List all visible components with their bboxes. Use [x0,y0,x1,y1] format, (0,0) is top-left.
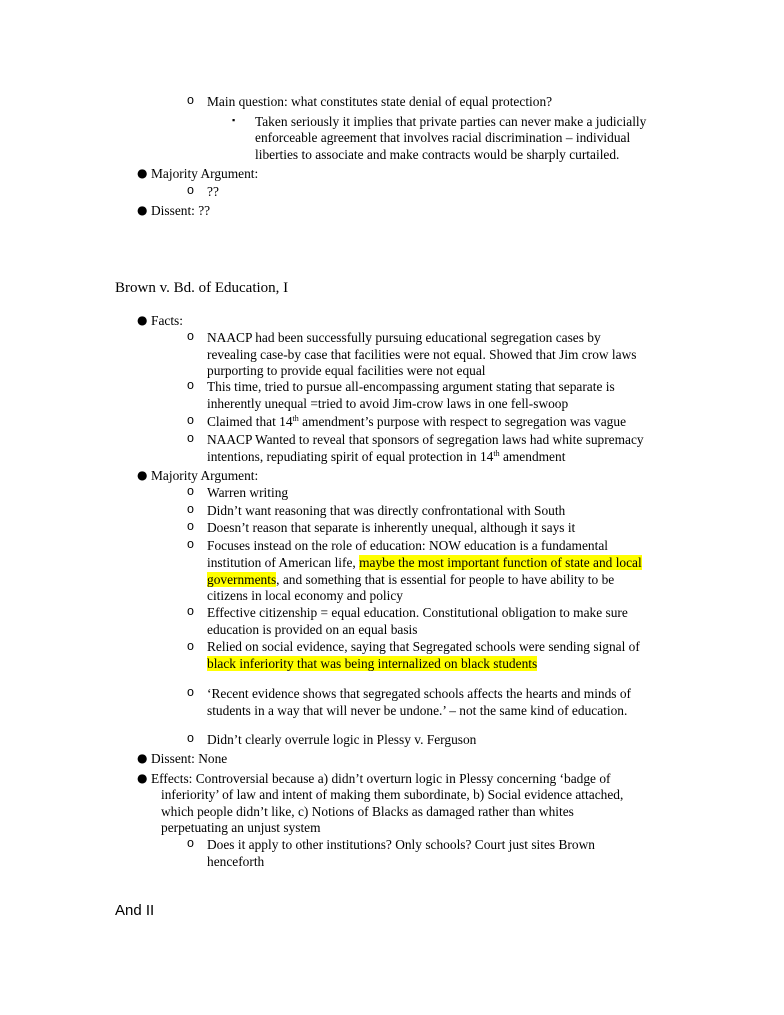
list-marker: o [187,537,194,551]
list-marker: ● [137,751,148,765]
text-line: enforceable agreement that involves racial discrimination – individual [255,130,631,145]
text-line [207,655,537,672]
text-line: governments, and something that is essential for people to have ability to be [207,572,615,587]
dissent-label: Dissent: None [151,751,228,766]
majority-label: Majority Argument: [151,166,259,181]
text-line: citizens in local economy and policy [207,588,403,603]
text-line: liberties to associate and make contracts would be sharply curtailed. [255,147,620,162]
text-line: perpetuating an unjust system [161,820,321,835]
list-marker: ● [137,203,148,217]
text-line: Taken seriously it implies that private parties can never make a judicially [255,114,647,129]
text-line: revealing case-by case that facilities were not equal. Showed that Jim crow laws [207,347,637,362]
list-marker: ● [137,771,148,785]
text-line: ‘Recent evidence shows that segregated schools affects the hearts and minds of [207,686,632,701]
text-line: Didn’t clearly overrule logic in Plessy v. Ferguson [207,732,477,747]
list-marker: o [187,502,194,516]
list-marker: ● [137,468,148,482]
text-line: institution of American life, maybe the most important function of state and local [207,555,642,570]
text-line: Doesn’t reason that separate is inherently unequal, although it says it [207,520,576,535]
section-heading: Brown v. Bd. of Education, I [115,280,289,296]
text-line: NAACP Wanted to reveal that sponsors of segregation laws had white supremacy [207,432,644,447]
text-line: intentions, repudiating spirit of equal protection in 14th amendment [207,449,566,464]
text-line: Relied on social evidence, saying that Segregated schools were sending signal of [207,639,640,654]
list-marker: o [187,484,194,498]
highlight: black inferiority that was being internalized on black students [207,656,538,671]
text-line: ?? [207,184,219,199]
text-line: This time, tried to pursue all-encompassing argument stating that separate is [207,379,615,394]
list-marker: o [187,431,194,445]
main-question: Main question: what constitutes state denial of equal protection? [207,94,553,109]
list-marker: o [187,604,194,618]
list-marker: o [187,836,194,850]
list-marker: o [187,378,194,392]
list-marker: o [187,685,194,699]
text-line: Does it apply to other institutions? Only schools? Court just sites Brown [207,837,595,852]
text-line: inherently unequal =tried to avoid Jim-crow laws in one fell-swoop [207,396,569,411]
text-line: Didn’t want reasoning that was directly confrontational with South [207,503,566,518]
text-line: henceforth [207,854,265,869]
list-marker: ● [137,313,148,327]
list-marker: o [187,329,194,343]
text-line: Focuses instead on the role of education: NOW education is a fundamental [207,538,608,553]
dissent-label: Dissent: ?? [151,203,211,218]
list-marker: ▪ [232,115,236,125]
text-line: Claimed that 14th amendment’s purpose with respect to segregation was vague [207,414,627,429]
list-marker: o [187,93,194,107]
text-line: Effective citizenship = equal education. Constitutional obligation to make sure [207,605,628,620]
section-heading: And II [115,902,155,919]
facts-label: Facts: [151,313,183,328]
text-line: Effects: Controversial because a) didn’t overturn logic in Plessy concerning ‘badge of [151,771,611,786]
list-marker: o [187,183,194,197]
text-line: purporting to provide equal facilities were not equal [207,363,486,378]
text-line: education is provided on an equal basis [207,622,418,637]
highlight: maybe the most important function of state and local [359,555,642,570]
list-marker: o [187,639,194,653]
text-line: NAACP had been successfully pursuing educational segregation cases by [207,330,601,345]
majority-label: Majority Argument: [151,468,259,483]
list-marker: o [187,413,194,427]
list-marker: o [187,731,194,745]
text-line: inferiority’ of law and intent of making them subordinate, b) Social evidence attached, [161,787,624,802]
text-line: Warren writing [207,485,289,500]
list-marker: ● [137,166,148,180]
text-line: students in a way that will never be undone.’ – not the same kind of education. [207,703,628,718]
highlight: governments [207,572,277,587]
list-marker: o [187,519,194,533]
text-line: which people didn’t like, c) Notions of Blacks as damaged rather than whites [161,804,574,819]
